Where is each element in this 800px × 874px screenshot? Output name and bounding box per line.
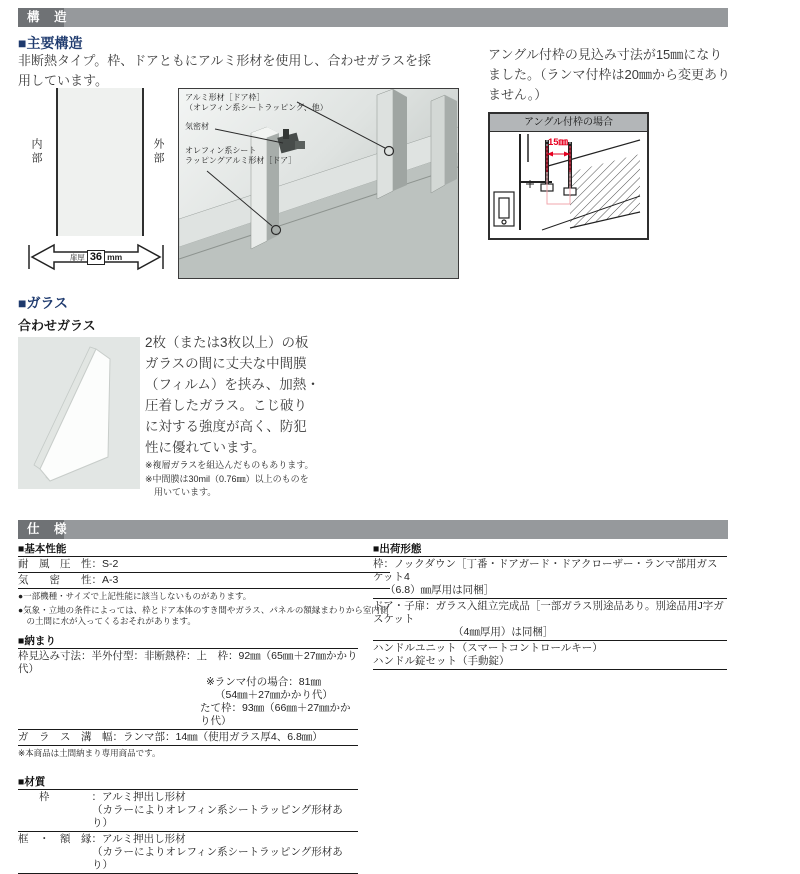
structure-bar-title: 構 造: [27, 10, 68, 24]
shipping-door-line: （4㎜厚用）は同梱］: [453, 626, 554, 638]
frame-profile-outline: [494, 192, 514, 226]
photo-label-frame-line: （オレフィン系シートラッピング、他）: [185, 103, 328, 112]
glass-note-2-line: ※中間膜は30mil（0.76㎜）以上のものを: [145, 474, 309, 484]
material-frame-line: （カラーによりオレフィン系シートラッピング形材あり）: [92, 804, 343, 829]
glass-description-line: 2枚（または3枚以上）の板: [145, 335, 309, 350]
door-thickness-prefix: 扉厚: [69, 252, 85, 262]
door-thickness-value: 36: [87, 250, 105, 265]
shipping-handle-row: [373, 641, 727, 670]
structure-intro-line: 用しています。: [18, 73, 108, 88]
fitting-heading: ■納まり: [18, 635, 358, 649]
frame-depth-line: （54㎜＋27㎜かかり代）: [215, 688, 333, 701]
frame-profiles-illustration: [179, 89, 458, 278]
structure-section-bar: [18, 8, 728, 27]
angle-note-line: ました。（ランマ付枠は20㎜から変更あり: [488, 67, 730, 82]
glass-description: [145, 332, 365, 458]
angle-diagram-title: アングル付枠の場合: [490, 114, 647, 132]
photo-label-seal: 気密材: [185, 122, 209, 131]
shipping-frame-line: 枠：ノックダウン［丁番・ドアガード・ドアクローザー・ランマ部用ガスケット4: [373, 558, 718, 583]
shipping-handle-line: ハンドル錠セット（手動錠）: [373, 655, 510, 667]
glass-note-2-line: 用いています。: [145, 487, 217, 497]
photo-label-frame-line: アルミ形材［ドア枠］: [185, 93, 265, 102]
laminated-glass-subheading: 合わせガラス: [18, 318, 96, 333]
shipping-handle-line: ハンドルユニット（スマートコントロールキー）: [373, 642, 603, 654]
material-frame-line: 枠 ：アルミ押出し形材: [18, 791, 186, 803]
main-structure-heading: ■主要構造: [18, 35, 83, 51]
frame-cross-section-photo: [178, 88, 459, 279]
glass-description-line: （フィルム）を挟み、加熱・: [145, 377, 320, 392]
shipping-frame-line: （6.8）㎜厚用は同梱］: [385, 584, 495, 596]
bolt-icon: [541, 140, 576, 195]
angle-diagram-drawing: [490, 132, 643, 235]
basic-performance-heading: ■基本性能: [18, 543, 390, 557]
material-frame-row: [18, 790, 358, 832]
basic-note-2: [18, 605, 390, 628]
material-stile-line: （カラーによりオレフィン系シートラッピング形材あり）: [92, 846, 343, 871]
angle-note-line: ません。）: [488, 87, 548, 102]
glass-text-block: [145, 332, 365, 499]
fitting-section: [18, 635, 358, 760]
exterior-label: 外部: [152, 138, 164, 166]
shipping-heading: ■出荷形態: [373, 543, 727, 557]
door-thickness-dimension: [40, 244, 152, 270]
shipping-door-line: ドア・子扉：ガラス入組立完成品［一部ガラス別途品あり。別途品用J字ガスケット: [373, 600, 724, 625]
angle-frame-note: [488, 45, 743, 105]
frame-depth-line: たて枠：93㎜（66㎜＋27㎜かかり代）: [200, 701, 351, 727]
frame-depth-row: [18, 649, 358, 730]
material-stile-row: [18, 832, 358, 874]
photo-label-door-line: オレフィン系シート: [185, 146, 257, 155]
material-stile-line: 框 ・ 額 縁：アルミ押出し形材: [18, 833, 186, 845]
spec-section-bar: [18, 520, 728, 539]
basic-note-1: ●一部機種・サイズで上記性能に該当しないものがあります。: [18, 591, 252, 601]
glass-heading: ■ガラス: [18, 295, 69, 311]
basic-note-2-line: の土間に水が入ってくるおそれがあります。: [18, 616, 196, 626]
spec-right-column: [373, 543, 727, 670]
glass-description-line: 圧着したガラス。こじ破り: [145, 398, 307, 413]
angle-note-line: アングル付枠の見込み寸法が15㎜になり: [488, 47, 723, 62]
door-panel-graphic: [56, 88, 144, 236]
airtightness-row: 気 密 性：A-3: [18, 573, 390, 589]
glass-description-line: に対する強度が高く、防犯: [145, 419, 307, 434]
spec-bar-title: 仕 様: [27, 522, 68, 536]
angle-frame-diagram: [488, 112, 649, 240]
photo-label-door: [185, 146, 296, 166]
spec-left-column: [18, 543, 390, 874]
shipping-section: [373, 543, 727, 670]
shipping-door-row: [373, 599, 727, 641]
laminated-glass-image: [18, 337, 140, 489]
structure-intro: [18, 51, 468, 91]
basic-note-2-line: ●気象・立地の条件によっては、枠とドア本体のすき間やガラス、パネルの額縁まわりから室内側: [18, 604, 389, 615]
interior-label: 内部: [30, 138, 42, 166]
glass-groove-row: ガ ラ ス 溝 幅：ランマ部：14㎜（使用ガラス厚4、6.8㎜）: [18, 730, 358, 746]
wind-pressure-row: 耐 風 圧 性：S-2: [18, 557, 390, 573]
material-heading: ■材質: [18, 776, 358, 790]
basic-performance-section: [18, 543, 390, 628]
frame-depth-line: 枠見込み寸法：半外付型：非断熱枠：上 枠：92㎜（65㎜＋27㎜かかり代）: [18, 649, 358, 675]
door-thickness-diagram: [20, 86, 172, 272]
frame-depth-line: ※ランマ付の場合：81㎜: [206, 675, 321, 688]
glass-note-1: ※複層ガラスを組込んだものもあります。: [145, 460, 314, 470]
glass-description-line: 性に優れています。: [145, 440, 266, 455]
material-section: [18, 776, 358, 874]
photo-label-frame: [185, 93, 328, 113]
door-thickness-unit: mm: [107, 252, 123, 262]
glass-description-line: ガラスの間に丈夫な中間膜: [145, 356, 307, 371]
glass-pane-illustration: [18, 337, 140, 489]
structure-intro-line: 非断熱タイプ。枠、ドアともにアルミ形材を使用し、合わせガラスを採: [18, 53, 432, 68]
angle-dimension-label: 15㎜: [547, 137, 569, 148]
photo-label-door-line: ラッピングアルミ形材［ドア］: [185, 156, 297, 165]
glass-note-2: [145, 473, 365, 499]
shipping-frame-row: [373, 557, 727, 599]
fitting-note: ※本商品は土間納まり専用商品です。: [18, 747, 161, 758]
